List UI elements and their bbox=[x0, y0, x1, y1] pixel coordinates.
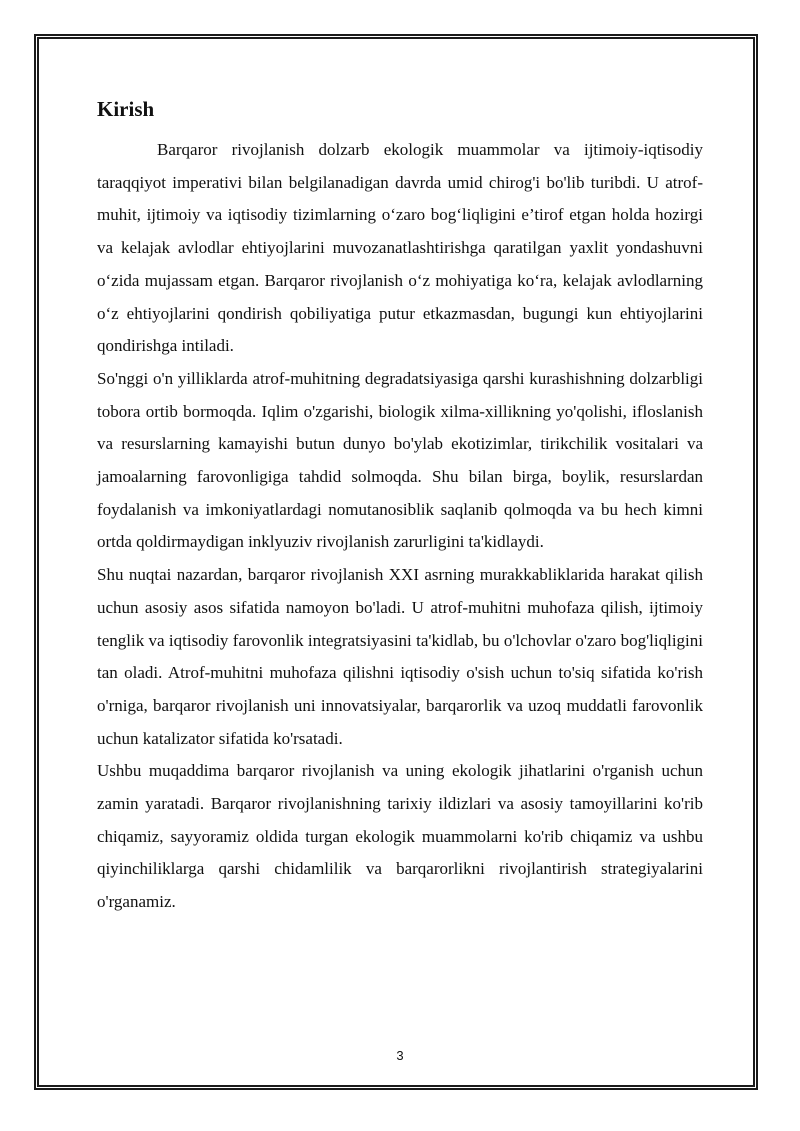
page-number: 3 bbox=[396, 1048, 404, 1063]
paragraph-4: Ushbu muqaddima barqaror rivojlanish va uning ekologik jihatlarini o'rganish uchun zamin yaratadi. Barqaror rivojlanishning tarixiy ildizlari va asosiy tamoyillarini ko'rib chiqamiz, sayyoramiz oldida turgan ekologik muammolarni ko'rib chiqamiz va ushbu qiyinchiliklarga qarshi chidamlilik va barqarorlikni rivojlantirish strategiyalarini o'rganamiz. bbox=[97, 761, 703, 912]
paragraph-2: So'nggi o'n yilliklarda atrof-muhitning degradatsiyasiga qarshi kurashishning dolzarbligi tobora ortib bormoqda. Iqlim o'zgarishi, biologik xilma-xillikning yo'qolishi, ifloslanish va resurslarning kamayishi butun dunyo bo'ylab ekotizimlar, tirikchilik vositalari va jamoalarning farovonligiga tahdid solmoqda. Shu bilan birga, boylik, resurslardan foydalanish va imkoniyatlardagi nomutanosiblik saqlanib qolmoqda va bu hech kimni ortda qoldirmaydigan inklyuziv rivojlanish zarurligini ta'kidlaydi. bbox=[97, 368, 703, 552]
paragraph-1: Barqaror rivojlanish dolzarb ekologik muammolar va ijtimoiy-iqtisodiy taraqqiyot imperativi bilan belgilanadigan davrda umid chirog'i bo'lib turibdi. U atrof-muhit, ijtimoiy va iqtisodiy tizimlarning o‘zaro bog‘liqligini e’tirof etgan holda hozirgi va kelajak avlodlar ehtiyojlarini muvozanatlashtirishga qaratilgan yaxlit yondashuvni o‘zida mujassam etgan. Barqaror rivojlanish o‘z mohiyatiga ko‘ra, kelajak avlodlarning o‘z ehtiyojlarini qondirish qobiliyatiga putur etkazmasdan, bugungi kun ehtiyojlarini qondirishga intiladi. bbox=[97, 140, 703, 356]
paragraph-3: Shu nuqtai nazardan, barqaror rivojlanish XXI asrning murakkabliklarida harakat qilish uchun asosiy asos sifatida namoyon bo'ladi. U atrof-muhitni muhofaza qilish, ijtimoiy tenglik va iqtisodiy farovonlik integratsiyasini ta'kidlab, bu o'lchovlar o'zaro bog'liqligini tan oladi. Atrof-muhitni muhofaza qilishni iqtisodiy o'sish uchun to'siq sifatida ko'rish o'rniga, barqaror rivojlanish uni innovatsiyalar, barqarorlik va uzoq muddatli farovonlik uchun katalizator sifatida ko'rsatadi. bbox=[97, 565, 703, 748]
section-heading: Kirish bbox=[97, 97, 155, 121]
document-body bbox=[97, 94, 703, 919]
